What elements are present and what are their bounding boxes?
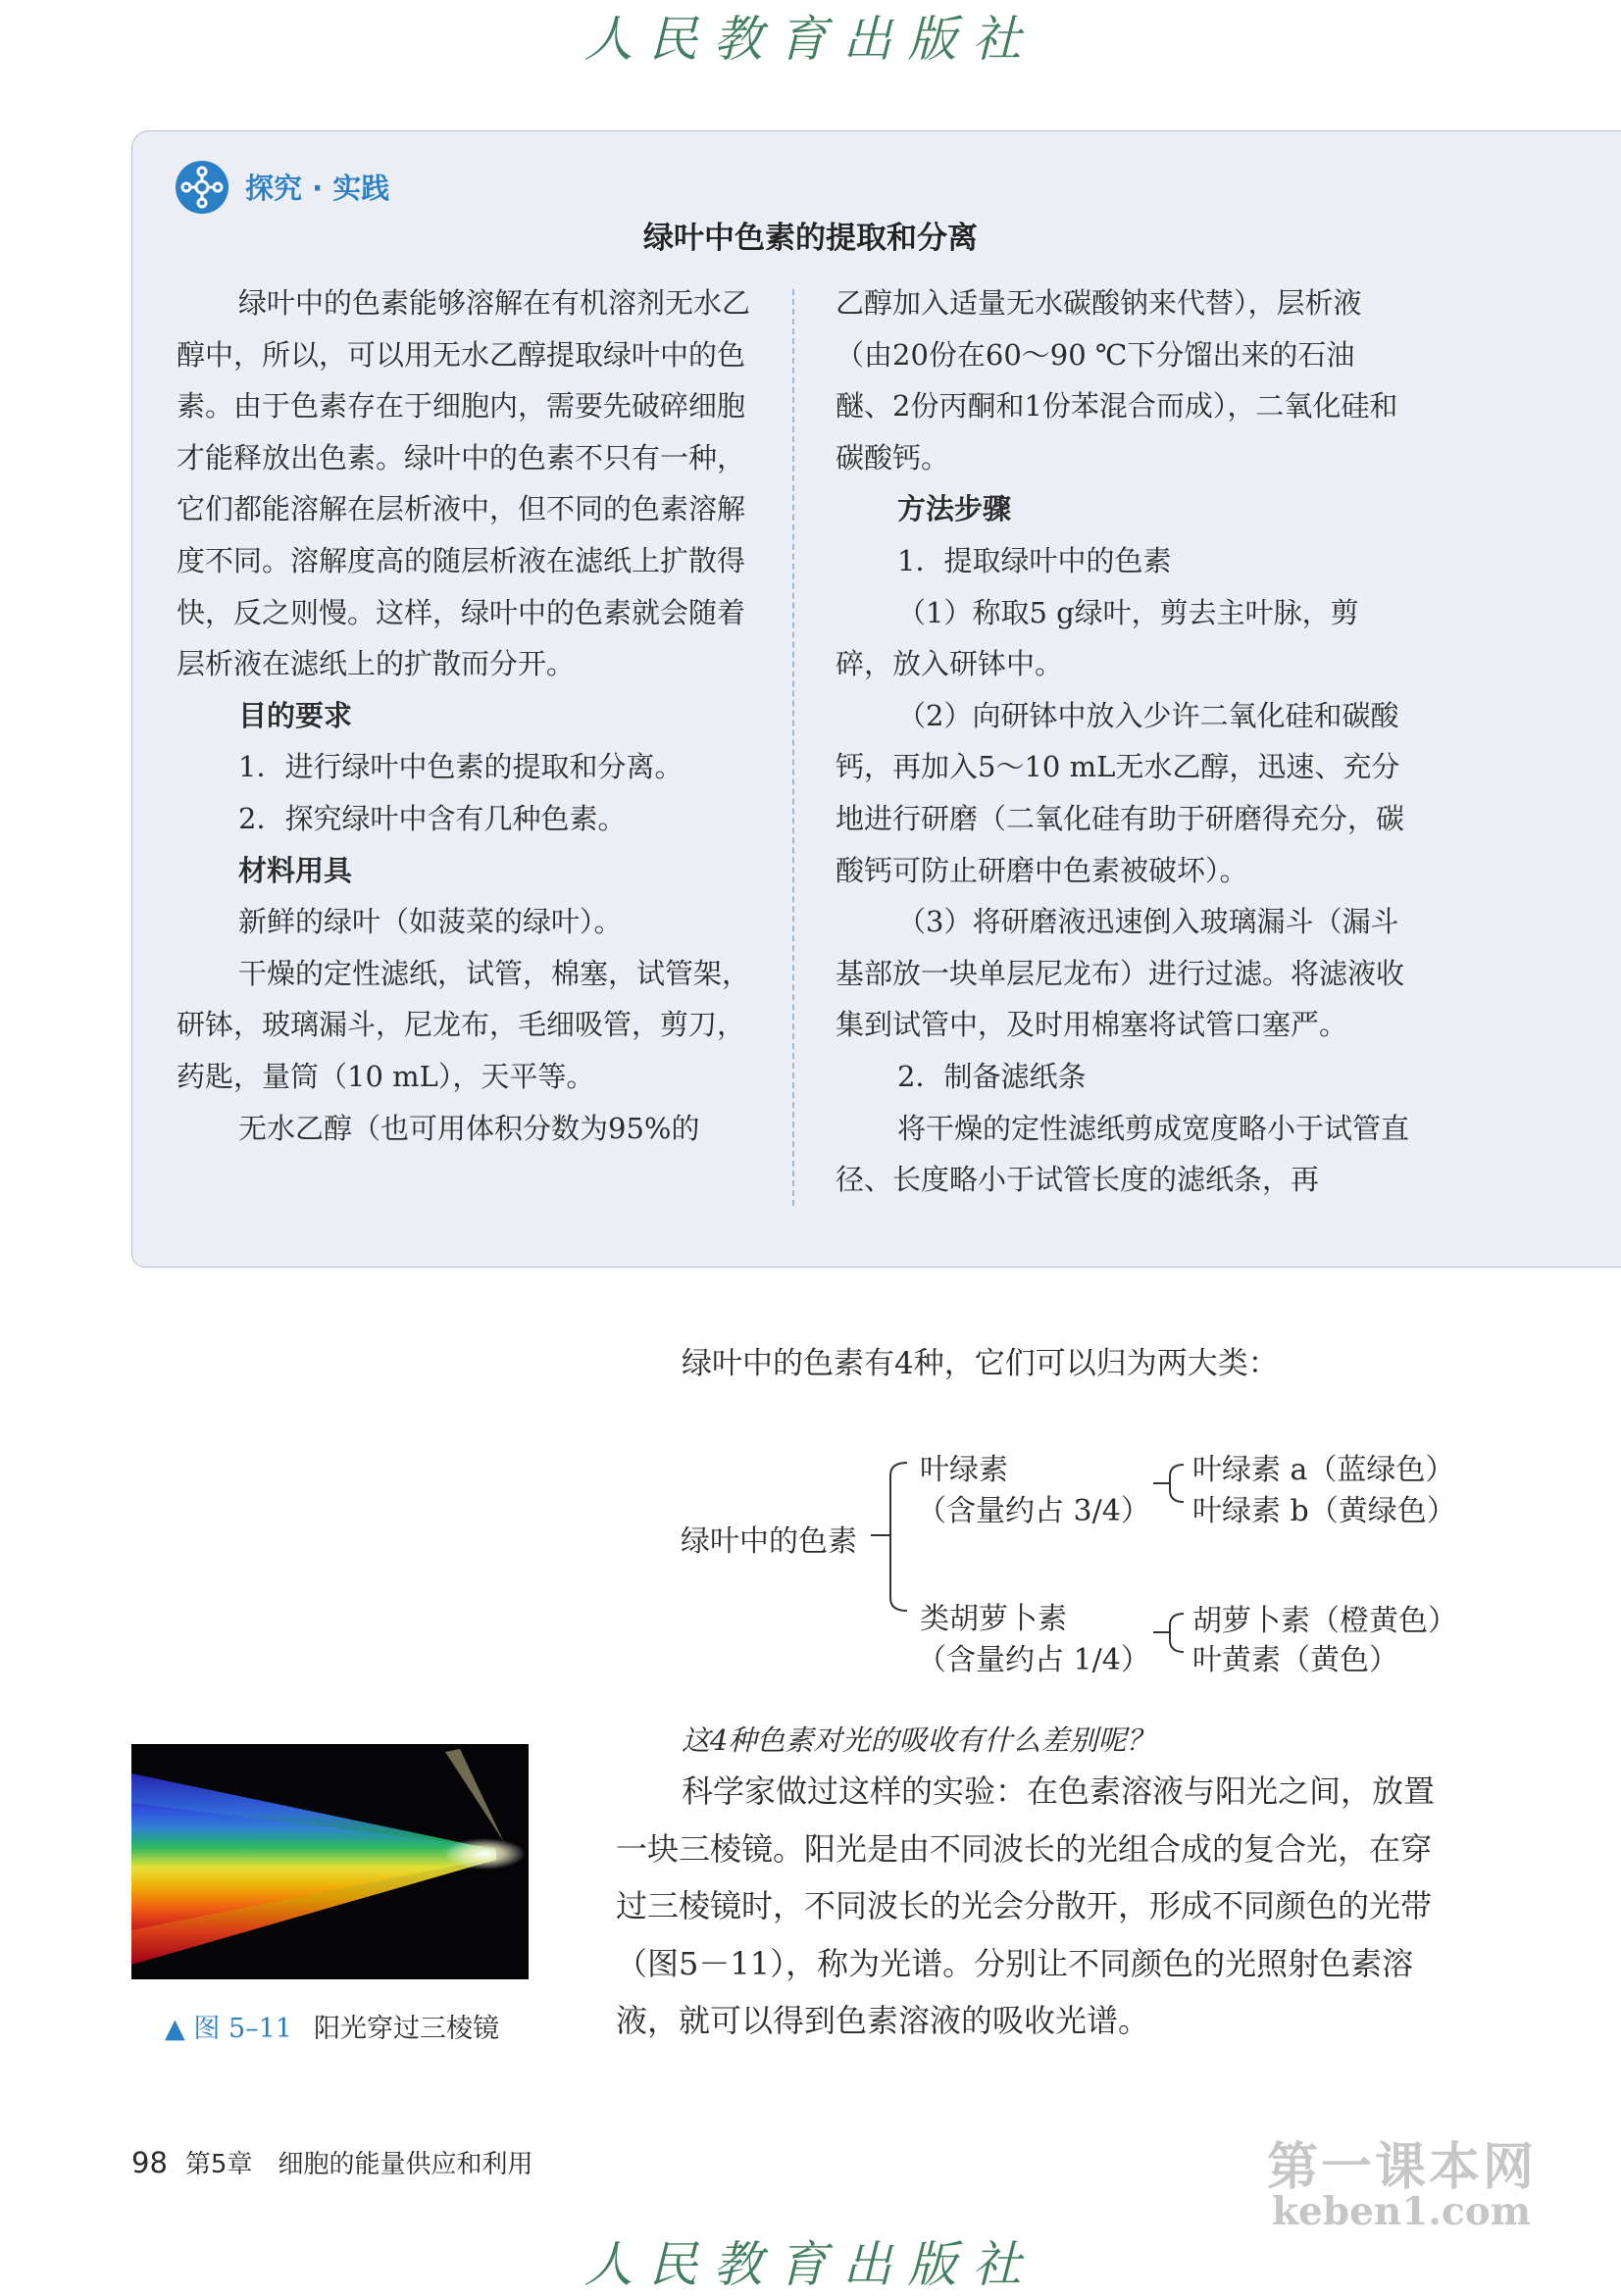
tree-leaf-xanthophyll: 叶黄素（黄色）	[1192, 1643, 1398, 1677]
figure-caption-text: 阳光穿过三棱镜	[313, 2014, 499, 2044]
box-label: 探究 · 实践	[245, 172, 390, 205]
tree-root: 绿叶中的色素	[681, 1524, 857, 1559]
step-heading: 1．提取绿叶中的色素	[897, 543, 1172, 577]
question: 这4种色素对光的吸收有什么差别呢？	[682, 1723, 1155, 1757]
page-footer	[131, 2144, 532, 2180]
box-title: 绿叶中色素的提取和分离	[643, 221, 978, 256]
step-heading: 2．制备滤纸条	[897, 1059, 1087, 1093]
tree-leaf-carotene: 胡萝卜素（橙黄色）	[1192, 1604, 1457, 1638]
paragraph: 绿叶中的色素能够溶解在有机溶剂无水乙醇中，所以，可以用无水乙醇提取绿叶中的色素。由于色素存在于细胞内，需要先破碎细胞才能释放出色素。绿叶中的色素不只有一种，它们都能溶解在层析液中，但不同的色素溶解度不同。溶解度高的随层析液在滤纸上扩散得快，反之则慢。这样，绿叶中的色素就会随着层析液在滤纸上的扩散而分开。	[177, 286, 751, 681]
step-item: （3）将研磨液迅速倒入玻璃漏斗（漏斗基部放一块单层尼龙布）进行过滤。将滤液收集到试管中，及时用棉塞将试管口塞严。	[836, 905, 1405, 1042]
tree-leaf-chlorophyll-a: 叶绿素 a（蓝绿色）	[1192, 1453, 1455, 1487]
figure-caption	[165, 2007, 499, 2045]
prism-spectrum-image	[131, 1744, 529, 1979]
page-number: 98	[131, 2146, 168, 2179]
tree-group-carotenoid: 类胡萝卜素	[920, 1602, 1067, 1636]
paragraph: 科学家做过这样的实验：在色素溶液与阳光之间，放置一块三棱镜。阳光是由不同波长的光组合成的复合光，在穿过三棱镜时，不同波长的光会分散开，形成不同颜色的光带（图5－11），称为光谱。分别让不同颜色的光照射色素溶液，就可以得到色素溶液的吸收光谱。	[616, 1772, 1436, 2039]
publisher-watermark-top: 人民教育出版社	[583, 11, 1038, 68]
triangle-marker-icon: ▲	[165, 2014, 194, 2044]
tree-leaf-chlorophyll-b: 叶绿素 b（黄绿色）	[1192, 1494, 1456, 1528]
chapter-title: 第5章 细胞的能量供应和利用	[184, 2150, 533, 2179]
publisher-watermark-bottom: 人民教育出版社	[583, 2236, 1038, 2293]
paragraph: 乙醇加入适量无水碳酸钠来代替），层析液（由20份在60～90 ℃下分馏出来的石油醚、2份丙酮和1份苯混合而成），二氧化硅和碳酸钙。	[836, 286, 1398, 474]
material-item: 新鲜的绿叶（如菠菜的绿叶）。	[238, 905, 623, 939]
section-heading-aim: 目的要求	[238, 698, 353, 732]
box-right-column	[836, 277, 1409, 1206]
box-left-column	[177, 277, 750, 1154]
section-heading-steps: 方法步骤	[897, 492, 1012, 526]
step-item: 将干燥的定性滤纸剪成宽度略小于试管直径、长度略小于试管长度的滤纸条，再	[836, 1111, 1410, 1197]
step-item: （2）向研钵中放入少许二氧化硅和碳酸钙，再加入5～10 mL无水乙醇，迅速、充分地进行研磨（二氧化硅有助于研磨得充分，碳酸钙可防止研磨中色素被破坏）。	[836, 698, 1405, 887]
tree-group-chlorophyll: 叶绿素	[920, 1453, 1008, 1487]
inquiry-icon	[175, 160, 229, 215]
site-watermark-cn: 第一课本网	[1267, 2138, 1538, 2197]
site-watermark-en: keben1.com	[1272, 2189, 1532, 2234]
figure-number: 图 5–11	[193, 2014, 292, 2044]
main-text	[616, 1763, 1459, 2050]
aim-item: 2．探究绿叶中含有几种色素。	[238, 801, 627, 835]
section-heading-materials: 材料用具	[238, 853, 353, 887]
material-item: 干燥的定性滤纸，试管，棉塞，试管架，研钵，玻璃漏斗，尼龙布，毛细吸管，剪刀，药匙，量筒（10 mL），天平等。	[177, 956, 751, 1093]
tree-group-chlorophyll-share: （含量约占 3/4）	[917, 1494, 1150, 1528]
column-divider	[792, 289, 794, 1206]
step-item: （1）称取5 g绿叶，剪去主叶脉，剪碎，放入研钵中。	[836, 595, 1359, 681]
tree-group-carotenoid-share: （含量约占 1/4）	[917, 1643, 1150, 1677]
intro-text: 绿叶中的色素有4种，它们可以归为两大类：	[682, 1346, 1279, 1381]
aim-item: 1．进行绿叶中色素的提取和分离。	[238, 750, 684, 784]
material-item: 无水乙醇（也可用体积分数为95%的	[238, 1111, 700, 1145]
